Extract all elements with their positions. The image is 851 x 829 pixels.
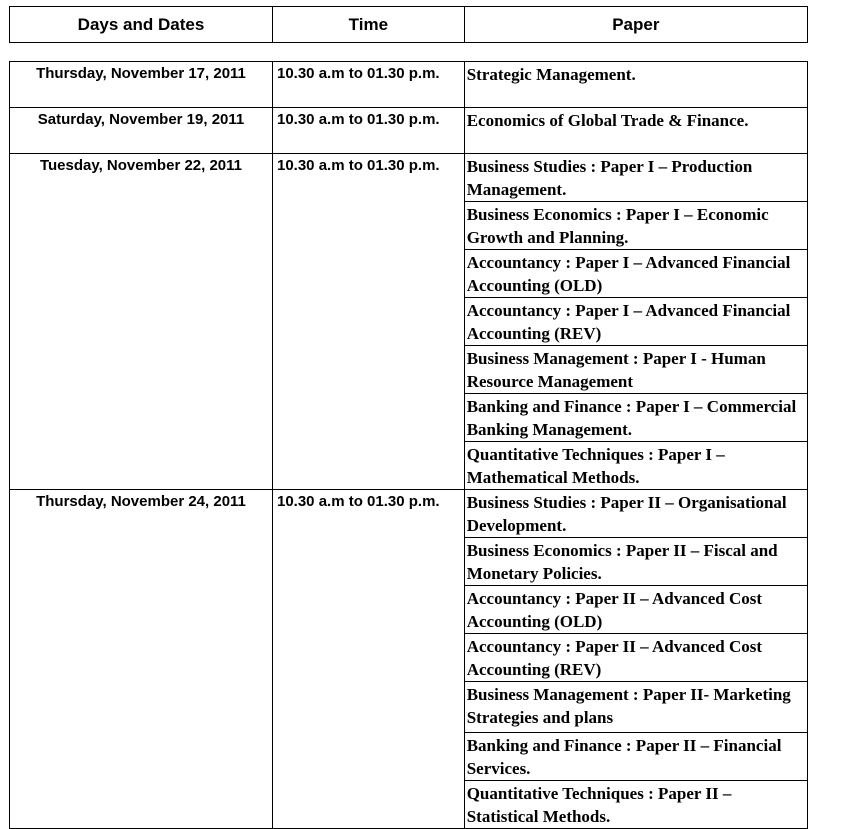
exam-date: Tuesday, November 22, 2011 [10,154,273,490]
header-row [10,7,808,43]
paper-name: Quantitative Techniques : Paper I – Mathematical Methods. [464,442,807,490]
exam-date: Thursday, November 24, 2011 [10,490,273,829]
paper-name: Business Management : Paper I - Human Resource Management [464,346,807,394]
table-row [10,490,808,538]
header-days-and-dates: Days and Dates [10,7,273,43]
paper-name: Business Studies : Paper II – Organisational Development. [464,490,807,538]
header-paper: Paper [464,7,807,43]
paper-name: Accountancy : Paper II – Advanced Cost Accounting (OLD) [464,586,807,634]
exam-date: Thursday, November 17, 2011 [10,62,273,108]
paper-name: Economics of Global Trade & Finance. [464,108,807,154]
exam-time: 10.30 a.m to 01.30 p.m. [272,108,464,154]
exam-time: 10.30 a.m to 01.30 p.m. [272,490,464,829]
paper-name: Accountancy : Paper I – Advanced Financial Accounting (OLD) [464,250,807,298]
paper-name: Business Economics : Paper II – Fiscal and Monetary Policies. [464,538,807,586]
paper-name: Accountancy : Paper II – Advanced Cost Accounting (REV) [464,634,807,682]
paper-name: Strategic Management. [464,62,807,108]
table-row [10,108,808,154]
table-row [10,154,808,202]
paper-name: Accountancy : Paper I – Advanced Financial Accounting (REV) [464,298,807,346]
paper-name: Business Studies : Paper I – Production Management. [464,154,807,202]
header-time: Time [272,7,464,43]
schedule-body [10,62,808,829]
schedule-table [9,61,808,829]
paper-name: Banking and Finance : Paper I – Commercial Banking Management. [464,394,807,442]
exam-time: 10.30 a.m to 01.30 p.m. [272,62,464,108]
table-row [10,62,808,108]
paper-name: Business Economics : Paper I – Economic Growth and Planning. [464,202,807,250]
paper-name: Business Management : Paper II- Marketing Strategies and plans [464,682,807,733]
paper-name: Banking and Finance : Paper II – Financial Services. [464,733,807,781]
exam-date: Saturday, November 19, 2011 [10,108,273,154]
exam-time: 10.30 a.m to 01.30 p.m. [272,154,464,490]
header-table [9,6,808,43]
paper-name: Quantitative Techniques : Paper II – Statistical Methods. [464,781,807,829]
